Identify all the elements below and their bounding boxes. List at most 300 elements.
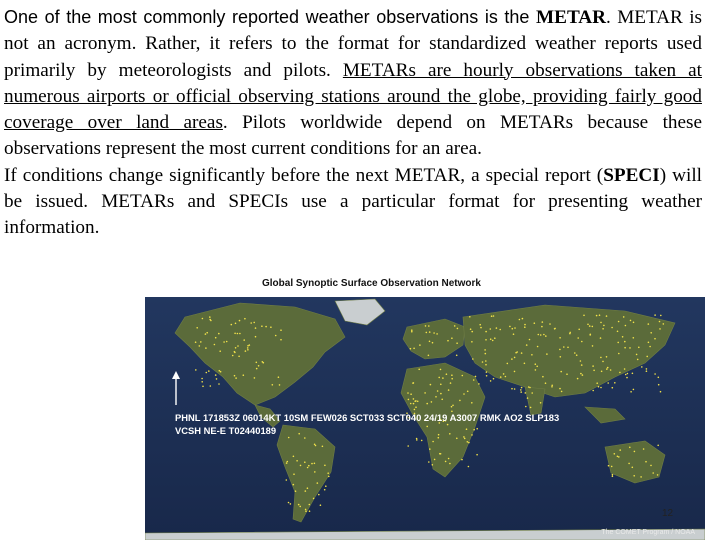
station-dot bbox=[411, 329, 413, 331]
station-dot bbox=[314, 463, 316, 465]
station-dot bbox=[560, 356, 562, 358]
station-dot bbox=[600, 387, 602, 389]
station-dot bbox=[521, 387, 523, 389]
station-dot bbox=[646, 368, 648, 370]
station-dot bbox=[247, 349, 249, 351]
station-dot bbox=[441, 399, 443, 401]
station-dot bbox=[480, 327, 482, 329]
station-dot bbox=[440, 393, 442, 395]
station-dot bbox=[600, 337, 602, 339]
metar-line-2: VCSH NE-E T02440189 bbox=[175, 425, 277, 436]
station-dot bbox=[583, 315, 585, 317]
station-dot bbox=[482, 361, 484, 363]
station-dot bbox=[592, 390, 594, 392]
station-dot bbox=[256, 362, 258, 364]
station-dot bbox=[659, 321, 661, 323]
station-dot bbox=[602, 328, 604, 330]
station-dot bbox=[435, 396, 437, 398]
station-dot bbox=[628, 463, 630, 465]
station-dot bbox=[206, 372, 208, 374]
body-text bbox=[4, 4, 702, 242]
station-dot bbox=[614, 453, 616, 455]
paragraph-2 bbox=[4, 163, 702, 242]
station-dot bbox=[205, 333, 207, 335]
station-dot bbox=[253, 322, 255, 324]
station-dot bbox=[592, 326, 594, 328]
station-dot bbox=[476, 454, 478, 456]
station-dot bbox=[522, 318, 524, 320]
station-dot bbox=[633, 322, 635, 324]
station-dot bbox=[445, 461, 447, 463]
station-dot bbox=[618, 456, 620, 458]
station-dot bbox=[452, 405, 454, 407]
station-dot bbox=[286, 479, 288, 481]
station-dot bbox=[637, 359, 639, 361]
station-dot bbox=[305, 510, 307, 512]
station-dot bbox=[485, 364, 487, 366]
station-dot bbox=[451, 378, 453, 380]
station-dot bbox=[485, 339, 487, 341]
station-dot bbox=[448, 458, 450, 460]
sentence-2-text: METAR is not an acronym. Rather, it refers to the format for standardized weather reports used primarily by meteorologists and pilots. bbox=[4, 7, 702, 81]
station-dot bbox=[529, 387, 531, 389]
map-title: Global Synoptic Surface Observation Network bbox=[262, 278, 481, 289]
station-dot bbox=[617, 331, 619, 333]
station-dot bbox=[531, 392, 533, 394]
station-dot bbox=[255, 327, 257, 329]
station-dot bbox=[416, 439, 418, 441]
station-dot bbox=[279, 384, 281, 386]
station-dot bbox=[280, 339, 282, 341]
station-dot bbox=[648, 323, 650, 325]
station-dot bbox=[569, 332, 571, 334]
station-dot bbox=[425, 325, 427, 327]
station-dot bbox=[643, 448, 645, 450]
station-dot bbox=[511, 388, 513, 390]
station-dot bbox=[577, 378, 579, 380]
station-dot bbox=[235, 347, 237, 349]
station-dot bbox=[503, 373, 505, 375]
speci-term: SPECI bbox=[603, 164, 660, 186]
station-dot bbox=[650, 332, 652, 334]
station-dot bbox=[632, 373, 634, 375]
station-dot bbox=[426, 403, 428, 405]
station-dot bbox=[589, 325, 591, 327]
station-dot bbox=[304, 461, 306, 463]
station-dot bbox=[606, 356, 608, 358]
station-dot bbox=[450, 382, 452, 384]
station-dot bbox=[320, 504, 322, 506]
station-dot bbox=[428, 461, 430, 463]
station-dot bbox=[328, 476, 330, 478]
station-dot bbox=[327, 472, 329, 474]
station-dot bbox=[275, 335, 277, 337]
metar-example bbox=[175, 411, 559, 437]
station-dot bbox=[309, 504, 311, 506]
station-dot bbox=[624, 368, 626, 370]
station-dot bbox=[554, 328, 556, 330]
station-dot bbox=[467, 441, 469, 443]
station-dot bbox=[286, 462, 288, 464]
station-dot bbox=[486, 371, 488, 373]
page-number: 12 bbox=[662, 508, 674, 519]
station-dot bbox=[418, 369, 420, 371]
station-dot bbox=[272, 384, 274, 386]
station-dot bbox=[629, 347, 631, 349]
station-dot bbox=[563, 346, 565, 348]
station-dot bbox=[440, 369, 442, 371]
station-dot bbox=[535, 369, 537, 371]
station-dot bbox=[410, 393, 412, 395]
station-dot bbox=[256, 368, 258, 370]
station-dot bbox=[429, 448, 431, 450]
station-dot bbox=[619, 449, 621, 451]
station-dot bbox=[243, 339, 245, 341]
station-dot bbox=[278, 376, 280, 378]
station-dot bbox=[599, 314, 601, 316]
station-dot bbox=[610, 369, 612, 371]
station-dot bbox=[234, 333, 236, 335]
station-dot bbox=[407, 445, 409, 447]
station-dot bbox=[419, 344, 421, 346]
station-dot bbox=[512, 328, 514, 330]
station-dot bbox=[598, 386, 600, 388]
station-dot bbox=[308, 465, 310, 467]
station-dot bbox=[633, 475, 635, 477]
station-dot bbox=[410, 403, 412, 405]
station-dot bbox=[472, 358, 474, 360]
station-dot bbox=[513, 333, 515, 335]
station-dot bbox=[223, 341, 225, 343]
station-dot bbox=[234, 375, 236, 377]
station-dot bbox=[280, 329, 282, 331]
station-dot bbox=[205, 347, 207, 349]
station-dot bbox=[414, 409, 416, 411]
station-dot bbox=[195, 369, 197, 371]
station-dot bbox=[407, 392, 409, 394]
paragraph-1 bbox=[4, 4, 702, 163]
station-dot bbox=[456, 438, 458, 440]
station-dot bbox=[592, 345, 594, 347]
station-dot bbox=[470, 328, 472, 330]
station-dot bbox=[410, 348, 412, 350]
image-credit: The COMET Program / NOAA bbox=[601, 529, 695, 536]
station-dot bbox=[199, 345, 201, 347]
station-dot bbox=[499, 329, 501, 331]
station-dot bbox=[467, 391, 469, 393]
station-dot bbox=[215, 374, 217, 376]
station-dot bbox=[254, 377, 256, 379]
station-dot bbox=[300, 465, 302, 467]
station-dot bbox=[421, 440, 423, 442]
station-dot bbox=[468, 442, 470, 444]
station-dot bbox=[414, 400, 416, 402]
station-dot bbox=[530, 407, 532, 409]
station-dot bbox=[657, 445, 659, 447]
station-dot bbox=[622, 336, 624, 338]
station-dot bbox=[218, 333, 220, 335]
station-dot bbox=[581, 341, 583, 343]
station-dot bbox=[514, 327, 516, 329]
station-dot bbox=[416, 438, 418, 440]
metar-line-1: PHNL 171853Z 06014KT 10SM FEW026 SCT033 SCT040 24/19 A3007 RMK AO2 SLP183 bbox=[175, 412, 560, 423]
station-dot bbox=[559, 349, 561, 351]
station-dot bbox=[576, 354, 578, 356]
station-dot bbox=[305, 509, 307, 511]
station-dot bbox=[463, 393, 465, 395]
station-dot bbox=[587, 324, 589, 326]
station-dot bbox=[626, 377, 628, 379]
station-dot bbox=[658, 384, 660, 386]
station-dot bbox=[580, 373, 582, 375]
station-dot bbox=[607, 367, 609, 369]
station-dot bbox=[649, 346, 651, 348]
station-dot bbox=[618, 321, 620, 323]
station-dot bbox=[428, 355, 430, 357]
station-dot bbox=[413, 398, 415, 400]
station-dot bbox=[270, 326, 272, 328]
station-dot bbox=[440, 384, 442, 386]
station-dot bbox=[612, 387, 614, 389]
station-dot bbox=[566, 373, 568, 375]
station-dot bbox=[454, 325, 456, 327]
station-dot bbox=[430, 384, 432, 386]
station-dot bbox=[471, 402, 473, 404]
station-dot bbox=[471, 331, 473, 333]
station-dot bbox=[606, 368, 608, 370]
station-dot bbox=[451, 337, 453, 339]
station-dot bbox=[630, 320, 632, 322]
station-dot bbox=[446, 373, 448, 375]
station-dot bbox=[220, 371, 222, 373]
station-dot bbox=[201, 378, 203, 380]
station-dot bbox=[624, 347, 626, 349]
station-dot bbox=[519, 319, 521, 321]
sentence-1-end: . bbox=[606, 7, 611, 28]
station-dot bbox=[438, 437, 440, 439]
station-dot bbox=[447, 340, 449, 342]
station-dot bbox=[526, 344, 528, 346]
paragraph-2-start: If conditions change significantly before the next METAR, a special report ( bbox=[4, 164, 604, 186]
station-dot bbox=[412, 382, 414, 384]
station-dot bbox=[540, 402, 542, 404]
station-dot bbox=[624, 341, 626, 343]
station-dot bbox=[535, 363, 537, 365]
station-dot bbox=[239, 333, 241, 335]
station-dot bbox=[307, 467, 309, 469]
station-dot bbox=[413, 403, 415, 405]
station-dot bbox=[607, 382, 609, 384]
station-dot bbox=[514, 388, 516, 390]
station-dot bbox=[311, 463, 313, 465]
station-dot bbox=[299, 506, 301, 508]
station-dot bbox=[659, 328, 661, 330]
station-dot bbox=[293, 484, 295, 486]
station-dot bbox=[429, 331, 431, 333]
station-dot bbox=[603, 325, 605, 327]
station-dot bbox=[525, 392, 527, 394]
station-dot bbox=[235, 323, 237, 325]
station-dot bbox=[505, 376, 507, 378]
station-dot bbox=[529, 339, 531, 341]
station-dot bbox=[545, 335, 547, 337]
station-dot bbox=[521, 352, 523, 354]
station-dot bbox=[250, 322, 252, 324]
station-dot bbox=[317, 482, 319, 484]
station-dot bbox=[234, 351, 236, 353]
station-dot bbox=[515, 352, 517, 354]
station-dot bbox=[551, 385, 553, 387]
station-dot bbox=[654, 373, 656, 375]
station-dot bbox=[413, 348, 415, 350]
station-dot bbox=[296, 460, 298, 462]
station-dot bbox=[438, 377, 440, 379]
station-dot bbox=[295, 490, 297, 492]
station-dot bbox=[237, 333, 239, 335]
station-dot bbox=[658, 377, 660, 379]
station-dot bbox=[496, 327, 498, 329]
station-dot bbox=[424, 392, 426, 394]
station-dot bbox=[640, 476, 642, 478]
station-dot bbox=[491, 315, 493, 317]
station-dot bbox=[195, 341, 197, 343]
station-dot bbox=[638, 347, 640, 349]
station-dot bbox=[601, 371, 603, 373]
station-dot bbox=[493, 315, 495, 317]
station-dot bbox=[567, 347, 569, 349]
station-dot bbox=[426, 332, 428, 334]
station-dot bbox=[625, 374, 627, 376]
station-dot bbox=[577, 337, 579, 339]
station-dot bbox=[473, 379, 475, 381]
station-dot bbox=[520, 389, 522, 391]
station-dot bbox=[471, 341, 473, 343]
station-dot bbox=[324, 465, 326, 467]
station-dot bbox=[475, 376, 477, 378]
station-dot bbox=[258, 365, 260, 367]
station-dot bbox=[293, 456, 295, 458]
sentence-3-end: . bbox=[222, 112, 228, 134]
station-dot bbox=[456, 355, 458, 357]
station-dot bbox=[485, 331, 487, 333]
station-dot bbox=[436, 333, 438, 335]
station-dot bbox=[608, 465, 610, 467]
station-dot bbox=[440, 453, 442, 455]
station-dot bbox=[486, 375, 488, 377]
station-dot bbox=[641, 366, 643, 368]
station-dot bbox=[538, 334, 540, 336]
station-dot bbox=[500, 376, 502, 378]
station-dot bbox=[448, 389, 450, 391]
station-dot bbox=[202, 318, 204, 320]
station-dot bbox=[546, 353, 548, 355]
station-dot bbox=[218, 383, 220, 385]
sentence-1-text: One of the most commonly reported weather observations is the bbox=[4, 7, 537, 27]
station-dot bbox=[484, 349, 486, 351]
station-dot bbox=[596, 382, 598, 384]
paragraph-2-end: ) will be issued. METARs and SPECIs use a particular format for presenting weather information. bbox=[4, 164, 702, 239]
station-dot bbox=[574, 352, 576, 354]
station-dot bbox=[288, 502, 290, 504]
station-dot bbox=[525, 406, 527, 408]
station-dot bbox=[633, 337, 635, 339]
station-dot bbox=[231, 324, 233, 326]
station-dot bbox=[235, 377, 237, 379]
station-dot bbox=[237, 345, 239, 347]
station-dot bbox=[542, 376, 544, 378]
station-dot bbox=[464, 438, 466, 440]
station-dot bbox=[408, 399, 410, 401]
station-dot bbox=[196, 327, 198, 329]
sentence-4-text: Pilots worldwide depend on METARs because these observations represent the most current conditions for an area. bbox=[4, 112, 702, 160]
station-dot bbox=[632, 467, 634, 469]
station-dot bbox=[262, 361, 264, 363]
station-dot bbox=[623, 316, 625, 318]
station-dot bbox=[451, 406, 453, 408]
station-dot bbox=[492, 340, 494, 342]
station-dot bbox=[511, 358, 513, 360]
station-dot bbox=[660, 391, 662, 393]
station-dot bbox=[578, 329, 580, 331]
station-dot bbox=[543, 334, 545, 336]
station-dot bbox=[432, 342, 434, 344]
station-dot bbox=[249, 344, 251, 346]
station-dot bbox=[536, 366, 538, 368]
station-dot bbox=[636, 354, 638, 356]
station-dot bbox=[293, 473, 295, 475]
station-dot bbox=[648, 342, 650, 344]
station-dot bbox=[245, 350, 247, 352]
station-dot bbox=[485, 353, 487, 355]
station-dot bbox=[520, 391, 522, 393]
station-dot bbox=[633, 389, 635, 391]
station-dot bbox=[645, 461, 647, 463]
station-dot bbox=[606, 315, 608, 317]
station-dot bbox=[479, 324, 481, 326]
station-dot bbox=[524, 363, 526, 365]
station-dot bbox=[634, 451, 636, 453]
station-dot bbox=[428, 325, 430, 327]
station-dot bbox=[247, 347, 249, 349]
station-dot bbox=[542, 321, 544, 323]
station-dot bbox=[232, 355, 234, 357]
station-dot bbox=[592, 365, 594, 367]
station-dot bbox=[514, 357, 516, 359]
station-dot bbox=[490, 328, 492, 330]
station-dot bbox=[209, 319, 211, 321]
station-dot bbox=[433, 332, 435, 334]
station-dot bbox=[490, 380, 492, 382]
station-dot bbox=[442, 377, 444, 379]
station-dot bbox=[200, 341, 202, 343]
station-dot bbox=[216, 378, 218, 380]
station-dot bbox=[614, 382, 616, 384]
station-dot bbox=[461, 459, 463, 461]
station-dot bbox=[226, 341, 228, 343]
station-dot bbox=[325, 485, 327, 487]
station-dot bbox=[219, 370, 221, 372]
station-dot bbox=[593, 370, 595, 372]
station-dot bbox=[449, 463, 451, 465]
station-dot bbox=[493, 378, 495, 380]
metar-term: METAR bbox=[536, 7, 607, 28]
station-dot bbox=[524, 326, 526, 328]
station-dot bbox=[509, 326, 511, 328]
station-dot bbox=[660, 315, 662, 317]
station-dot bbox=[219, 350, 221, 352]
station-dot bbox=[265, 326, 267, 328]
station-dot bbox=[415, 406, 417, 408]
